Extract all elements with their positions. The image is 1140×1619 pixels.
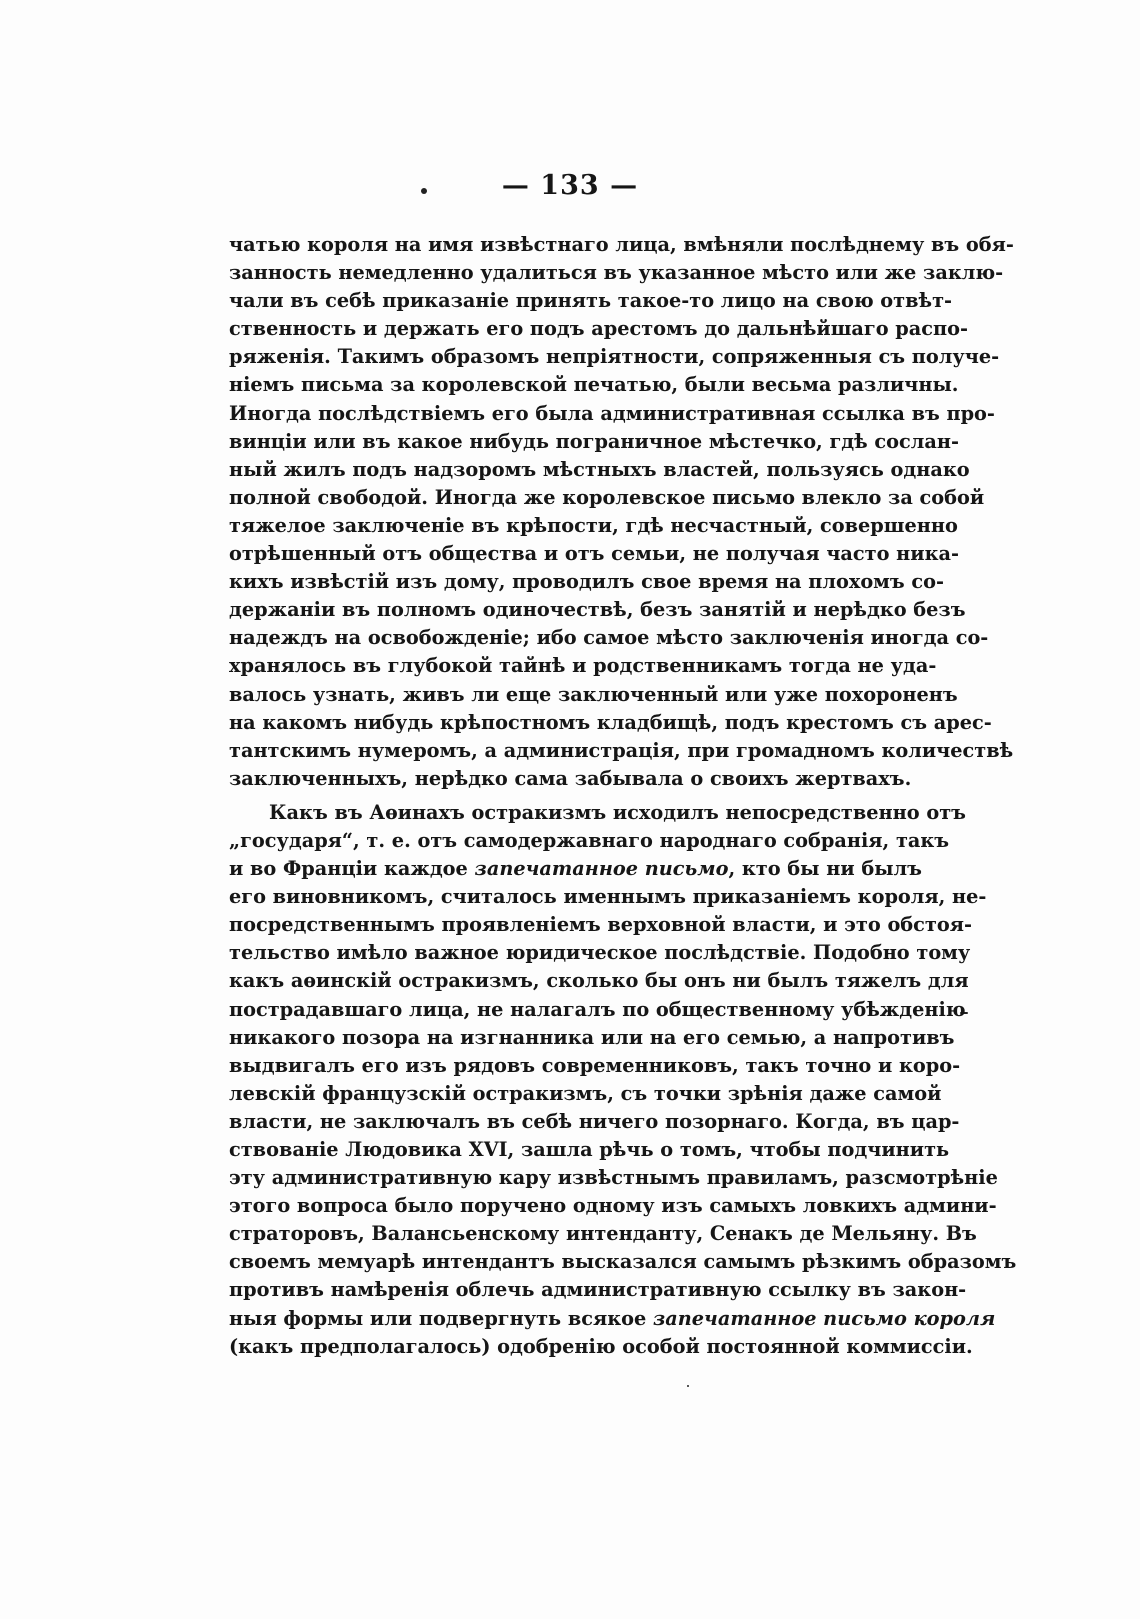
text-segment: чатью короля на имя извѣстнаго лица, вмѣняли послѣднему въ обя- (229, 233, 1014, 256)
text-line (229, 456, 970, 484)
text-segment: занность немедленно удалиться въ указанное мѣсто или же заклю- (229, 261, 1004, 285)
text-line (229, 1164, 998, 1192)
text-segment: своемъ мемуарѣ интендантъ высказался самымъ рѣзкимъ образомъ (229, 1250, 1017, 1274)
text-line (229, 1220, 977, 1248)
text-segment: тяжелое заключеніе въ крѣпости, гдѣ несчастный, совершенно (229, 513, 958, 537)
text-line (229, 1080, 942, 1108)
text-line (229, 855, 922, 883)
text-line (229, 343, 1000, 371)
text-segment: пострадавшаго лица, не налагалъ по общественному убѣжденію (229, 997, 966, 1021)
text-segment: хранялось въ глубокой тайнѣ и родственникамъ тогда не уда- (229, 654, 937, 678)
text-segment: противъ намѣренія облечь административную ссылку въ закон- (229, 1278, 967, 1302)
text-segment: ствованіе Людовика XVI, зашла рѣчь о томъ, чтобы подчинить (229, 1138, 950, 1161)
text-segment: власти, не заключалъ въ себѣ ничего позорнаго. Когда, въ цар- (229, 1109, 960, 1133)
text-segment: „государя“, т. е. отъ самодержавнаго народнаго собранія, такъ (229, 828, 950, 852)
text-line (229, 428, 959, 456)
text-segment: посредственнымъ проявленіемъ верховной власти, и это обстоя- (229, 913, 972, 937)
text-line (229, 709, 992, 737)
text-segment: тельство имѣло важное юридическое послѣдствіе. Подобно тому (229, 941, 971, 965)
text-segment: винціи или въ какое нибудь пограничное мѣстечко, гдѣ сослан- (229, 429, 959, 453)
text-line (229, 765, 912, 793)
text-line (229, 737, 1014, 765)
text-line (229, 1305, 996, 1333)
ink-speck (687, 1385, 689, 1387)
text-line (229, 484, 985, 512)
text-segment: Иногда послѣдствіемъ его была административная ссылка въ про- (229, 401, 995, 425)
text-line (229, 883, 987, 911)
text-segment: никакого позора на изгнанника или на его семью, а напротивъ (229, 1025, 955, 1049)
text-segment: полной свободой. Иногда же королевское письмо влекло за собой (229, 485, 985, 509)
text-segment: тантскимъ нумеромъ, а администрація, при громадномъ количествѣ (229, 738, 1014, 762)
text-line (229, 231, 1014, 259)
text-line (229, 799, 966, 827)
text-segment: чали въ себѣ приказаніе принять такое-то лицо на свою отвѣт- (229, 289, 953, 313)
text-line (229, 512, 958, 540)
text-segment: держаніи въ полномъ одиночествѣ, безъ занятій и нерѣдко безъ (229, 598, 966, 622)
body-text (229, 231, 1017, 1361)
text-line (229, 996, 966, 1024)
text-line (229, 371, 959, 399)
text-segment: эту административную кару извѣстнымъ правиламъ, разсмотрѣніе (229, 1166, 998, 1190)
text-line (229, 827, 950, 855)
text-line (229, 400, 995, 428)
text-segment: заключенныхъ, нерѣдко сама забывала о своихъ жертвахъ. (229, 766, 912, 790)
text-line (229, 596, 966, 624)
text-line (229, 967, 969, 995)
text-segment: , кто бы ни былъ (728, 857, 922, 881)
italic-phrase: запечатанное письмо короля (652, 1306, 996, 1330)
text-line (229, 540, 960, 568)
text-segment: на какомъ нибудь крѣпостномъ кладбищѣ, подъ крестомъ съ арес- (229, 710, 992, 734)
text-segment: ный жилъ подъ надзоромъ мѣстныхъ властей, пользуясь однако (229, 457, 970, 481)
text-segment: какъ аѳинскій остракизмъ, сколько бы онъ ни былъ тяжелъ для (229, 969, 969, 993)
text-segment: Какъ въ Аѳинахъ остракизмъ исходилъ непосредственно отъ (269, 800, 966, 824)
text-line (229, 939, 971, 967)
text-line (229, 1136, 950, 1164)
text-line (229, 1108, 960, 1136)
text-line (229, 1248, 1017, 1276)
text-line (229, 1024, 955, 1052)
text-line (229, 652, 937, 680)
text-segment: валось узнать, живъ ли еще заключенный или уже похороненъ (229, 682, 958, 706)
text-segment: и во Франціи каждое (229, 857, 475, 881)
text-line (229, 568, 945, 596)
text-line (229, 1052, 961, 1080)
page-number: — 133 — (501, 170, 639, 201)
text-segment: его виновникомъ, считалось именнымъ приказаніемъ короля, не- (229, 885, 987, 909)
text-segment: ніемъ письма за королевской печатью, были весьма различны. (229, 373, 959, 397)
text-segment: выдвигалъ его изъ рядовъ современниковъ, такъ точно и коро- (229, 1053, 961, 1077)
text-line (229, 287, 953, 315)
italic-phrase: запечатанное письмо (474, 857, 729, 881)
text-line (229, 1192, 997, 1220)
text-segment: ныя формы или подвергнуть всякое (229, 1306, 653, 1330)
text-line (229, 681, 958, 709)
text-segment: левскій французскій остракизмъ, съ точки зрѣнія даже самой (229, 1081, 942, 1105)
text-segment: (какъ предполагалось) одобренію особой постоянной коммиссіи. (229, 1334, 973, 1358)
text-segment: надеждъ на освобожденіе; ибо самое мѣсто заключенія иногда со- (229, 626, 989, 650)
text-line (229, 1276, 967, 1304)
text-segment: ряженія. Такимъ образомъ непріятности, сопряженныя съ получе- (229, 345, 1000, 369)
text-line (229, 1333, 973, 1361)
text-segment: отрѣшенный отъ общества и отъ семьи, не получая часто ника- (229, 542, 960, 566)
text-segment: ственность и держать его подъ арестомъ до дальнѣйшаго распо- (229, 317, 968, 341)
text-segment: этого вопроса было поручено одному изъ самыхъ ловкихъ админи- (229, 1194, 997, 1218)
text-segment: кихъ извѣстій изъ дому, проводилъ свое время на плохомъ со- (229, 570, 945, 594)
text-line (229, 624, 989, 652)
text-segment: страторовъ, Валансьенскому интенданту, Сенакъ де Мельяну. Въ (229, 1222, 977, 1246)
text-line (229, 911, 972, 939)
text-line (229, 315, 968, 343)
text-line (229, 259, 1004, 287)
